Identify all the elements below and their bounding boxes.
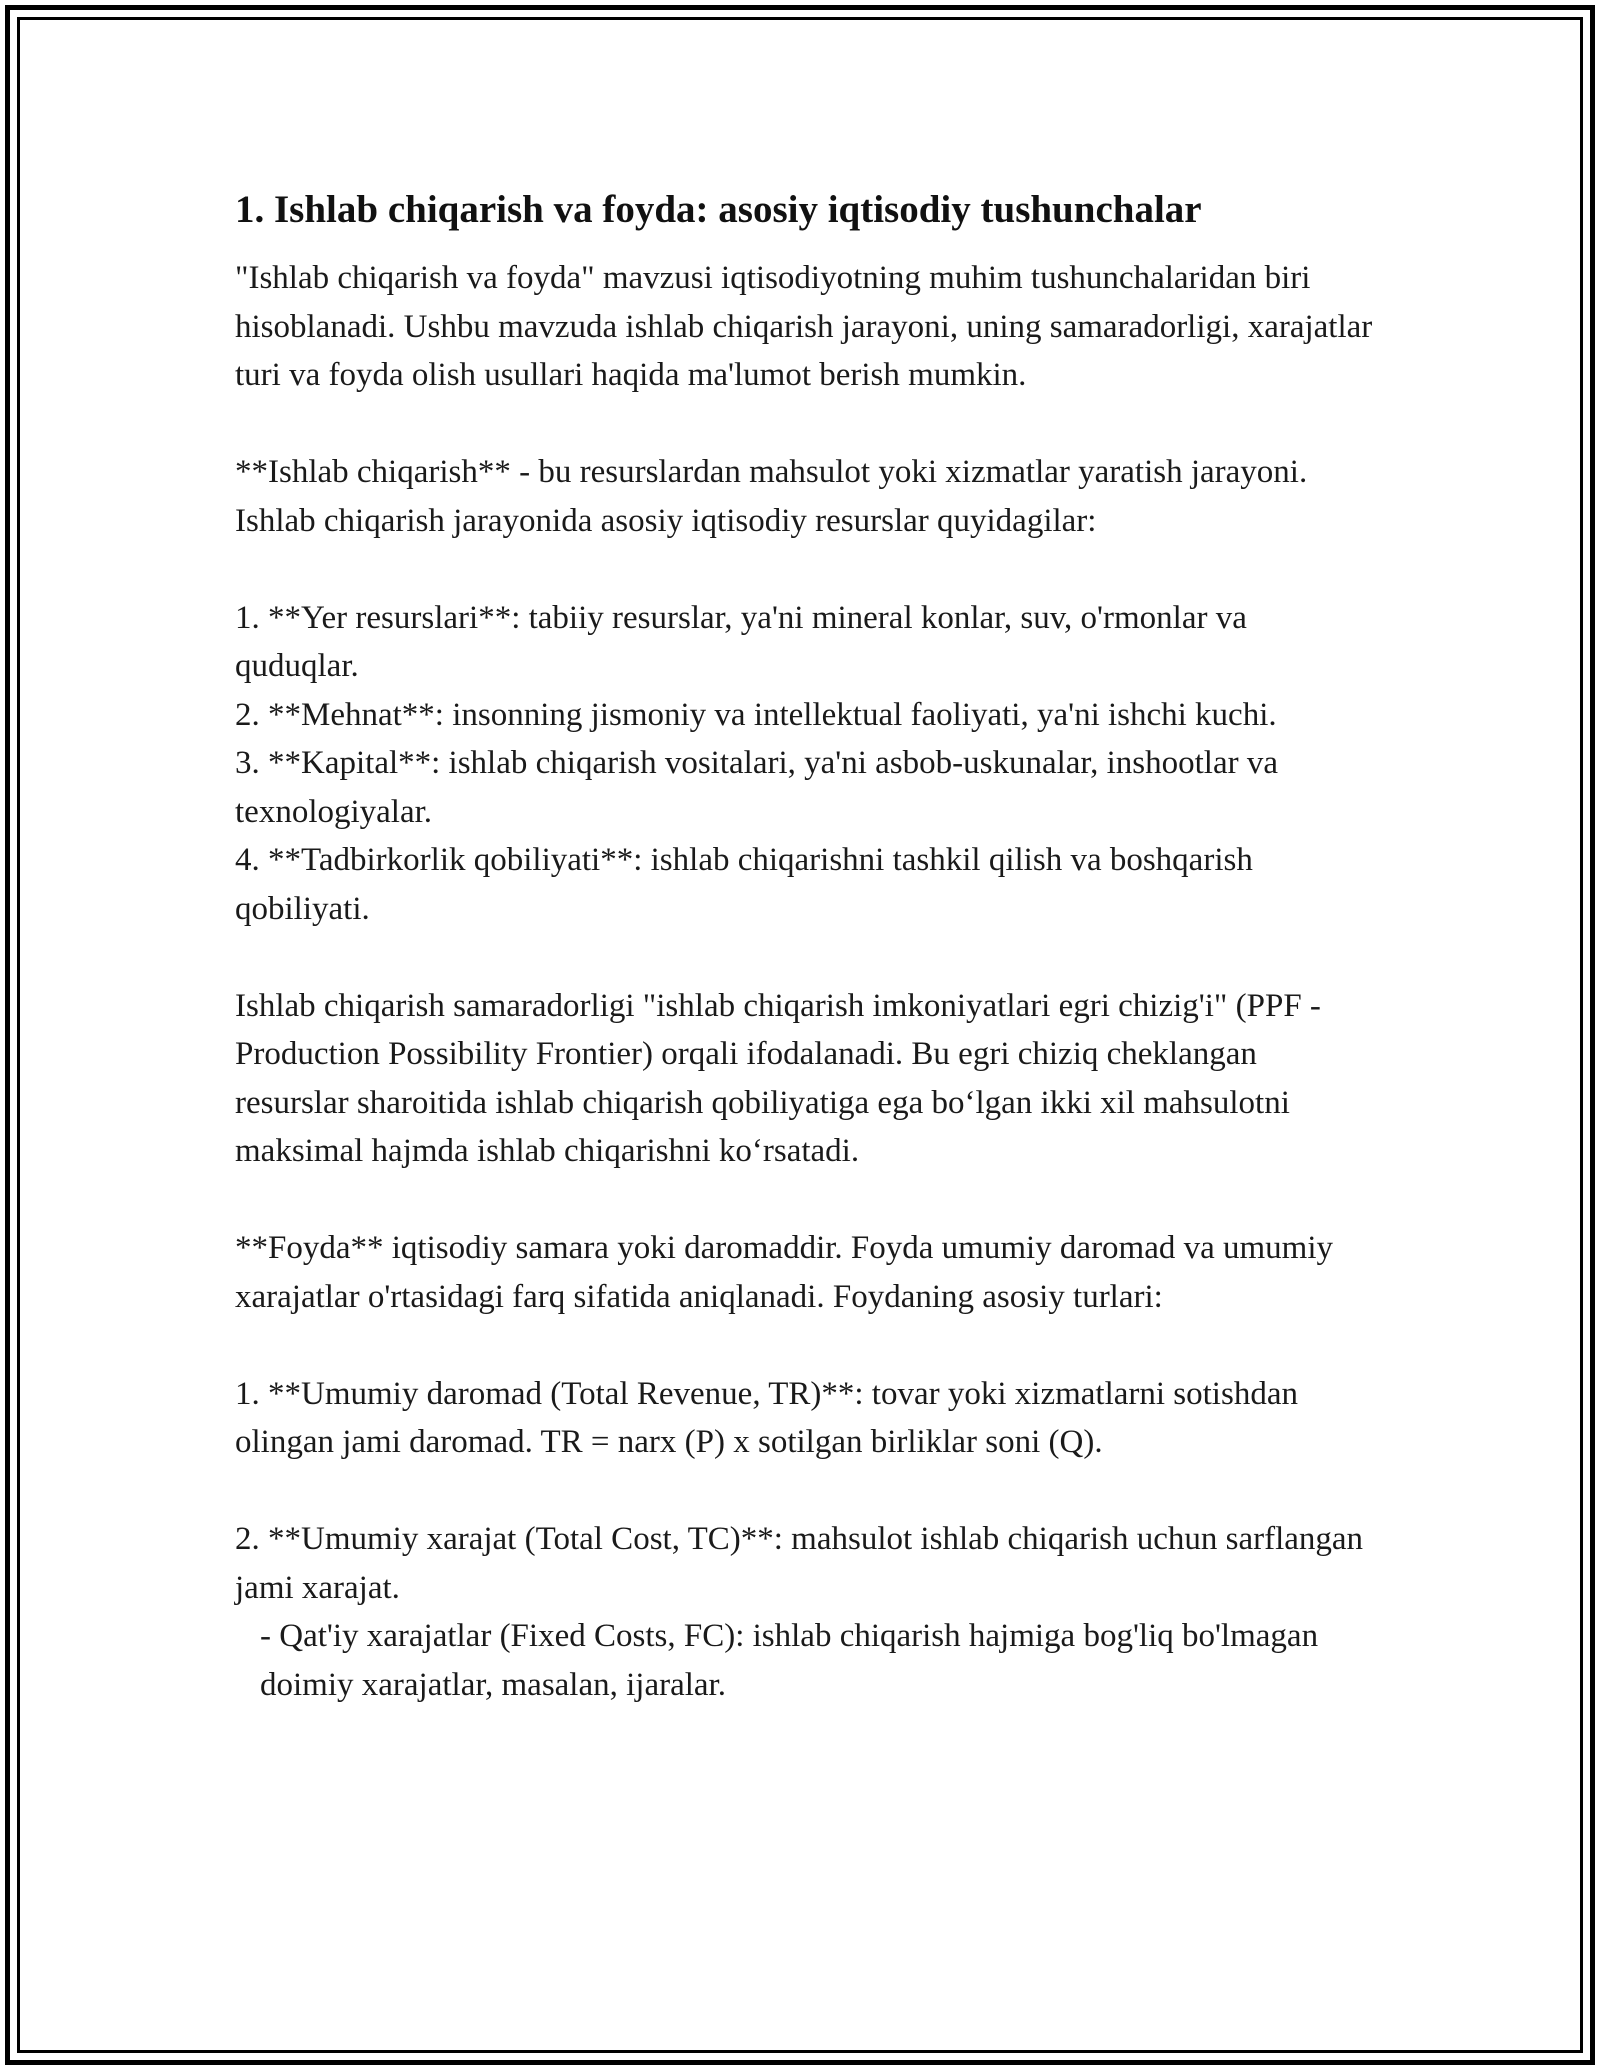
paragraph-gap xyxy=(235,933,1375,982)
paragraph-gap xyxy=(235,400,1375,449)
ppf-paragraph: Ishlab chiqarish samaradorligi "ishlab chiqarish imkoniyatlari egri chizig'i" (PPF - Production Possibility Frontier) orqali ifodalanadi. Bu egri chiziq cheklangan resurslar sharoitida ishlab chiqarish qobiliyatiga ega bo‘lgan ikki xil mahsulotni maksimal hajmda ishlab chiqarishni ko‘rsatadi. xyxy=(235,987,1321,1169)
resource-item-entrepreneurship: 4. **Tadbirkorlik qobiliyati**: ishlab chiqarishni tashkil qilish va boshqarish qobiliyati. xyxy=(235,842,1253,927)
production-definition: **Ishlab chiqarish** - bu resurslardan mahsulot yoki xizmatlar yaratish jarayoni. Ishlab chiqarish jarayonida asosiy iqtisodiy resurslar quyidagilar: xyxy=(235,454,1308,539)
resource-item-capital: 3. **Kapital**: ishlab chiqarish vositalari, ya'ni asbob-uskunalar, inshootlar va texnologiyalar. xyxy=(235,745,1278,830)
profit-definition: **Foyda** iqtisodiy samara yoki daromaddir. Foyda umumiy daromad va umumiy xarajatlar o'rtasidagi farq sifatida aniqlanadi. Foydaning asosiy turlari: xyxy=(235,1230,1334,1315)
paragraph-gap xyxy=(235,1176,1375,1225)
fixed-costs-item: - Qat'iy xarajatlar (Fixed Costs, FC): ishlab chiqarish hajmiga bog'liq bo'lmagan doimiy xarajatlar, masalan, ijaralar. xyxy=(260,1618,1319,1703)
paragraph-gap xyxy=(235,545,1375,594)
paragraph-gap xyxy=(235,1321,1375,1370)
paragraph-gap xyxy=(235,1467,1375,1516)
resource-item-land: 1. **Yer resurslari**: tabiiy resurslar, ya'ni mineral konlar, suv, o'rmonlar va quduqlar. xyxy=(235,599,1247,684)
intro-paragraph: "Ishlab chiqarish va foyda" mavzusi iqtisodiyotning muhim tushunchalaridan biri hisoblanadi. Ushbu mavzuda ishlab chiqarish jarayoni, uning samaradorligi, xarajatlar turi va foyda olish usullari haqida ma'lumot berish mumkin. xyxy=(235,260,1373,393)
document-title: 1. Ishlab chiqarish va foyda: asosiy iqtisodiy tushunchalar xyxy=(235,188,1202,231)
total-cost-item: 2. **Umumiy xarajat (Total Cost, TC)**: mahsulot ishlab chiqarish uchun sarflangan jami xarajat. xyxy=(235,1521,1364,1606)
resource-item-labor: 2. **Mehnat**: insonning jismoniy va intellektual faoliyati, ya'ni ishchi kuchi. xyxy=(235,696,1277,733)
document-body xyxy=(235,186,1375,1709)
total-revenue-item: 1. **Umumiy daromad (Total Revenue, TR)**: tovar yoki xizmatlarni sotishdan olingan jami daromad. TR = narx (P) x sotilgan birliklar soni (Q). xyxy=(235,1375,1298,1460)
